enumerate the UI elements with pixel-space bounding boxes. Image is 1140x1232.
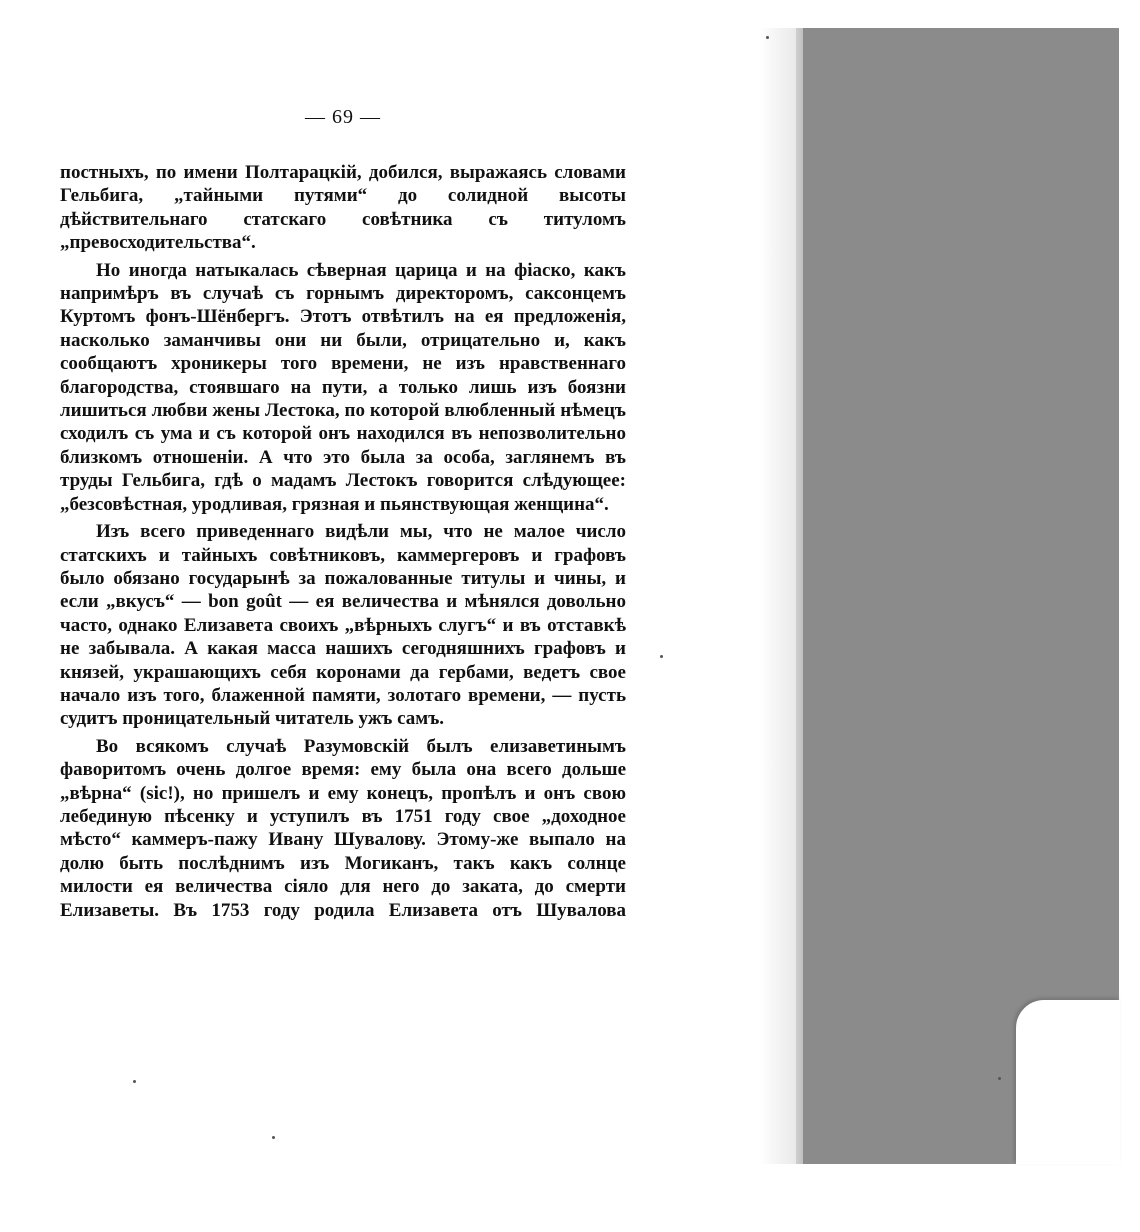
- scan-speck: [660, 655, 663, 658]
- paragraph-1: постныхъ, по имени Полтарацкій, добился, выражаясь словами Гельбига, „тайными путями“ до солидной высоты дѣйствительнаго статскаго совѣтника съ титуломъ „превосходительства“.: [60, 162, 626, 254]
- page-body: [60, 161, 626, 926]
- paragraph-3: Изъ всего приведеннаго видѣли мы, что не малое число статскихъ и тайныхъ совѣтниковъ, каммергеровъ и графовъ было обязано государынѣ за пожалованные титулы и чины, и если „вкусъ“ — bon goût — ея величества и мѣнялся довольно часто, однако Елизавета своихъ „вѣрныхъ слугъ“ и въ отставкѣ не забывала. А какая масса нашихъ сегодняшнихъ графовъ и князей, украшающихъ себя коронами да гербами, ведетъ свое начало изъ того, блаженной памяти, золотаго времени, — пусть судитъ проницательный читатель ужъ самъ.: [60, 521, 626, 730]
- paragraph-2: Но иногда натыкалась сѣверная царица и на фіаско, какъ напримѣръ въ случаѣ съ горнымъ директоромъ, саксонцемъ Куртомъ фонъ-Шёнбергъ. Этотъ отвѣтилъ на ея предложенія, насколько заманчивы они ни были, отрицательно и, какъ сообщаютъ хроникеры того времени, не изъ нравственнаго благородства, стоявшаго на пути, а только лишь изъ боязни лишиться любви жены Лестока, по которой влюбленный нѣмецъ сходилъ съ ума и съ которой онъ находился въ непозволительно близкомъ отношеніи. А что это была за особа, заглянемъ въ труды Гельбига, гдѣ о мадамъ Лестокъ говорится слѣдующее: „безсовѣстная, уродливая, грязная и пьянствующая женщина“.: [60, 259, 626, 515]
- book-cover-panel: [803, 28, 1119, 1164]
- page-number: — 69 —: [305, 106, 381, 128]
- scan-speck: [766, 36, 769, 39]
- scan-speck: [998, 1077, 1001, 1080]
- paragraph-4: Во всякомъ случаѣ Разумовскій былъ елизаветинымъ фаворитомъ очень долгое время: ему была она всего дольше „вѣрна“ (sic!), но пришелъ и ему конецъ, пропѣлъ и онъ свою лебединую пѣсенку и уступилъ въ 1751 году свое „доходное мѣсто“ каммеръ-пажу Ивану Шувалову. Этому-же выпало на долю быть послѣднимъ изъ Могиканъ, такъ какъ солнце милости ея величества сіяло для него до заката, до смерти Елизаветы. Въ 1753 году родила Елизавета отъ Шувалова: [60, 735, 626, 921]
- cover-corner-fold: [1016, 1000, 1120, 1164]
- scan-speck: [133, 1080, 136, 1083]
- scan-speck: [272, 1136, 275, 1139]
